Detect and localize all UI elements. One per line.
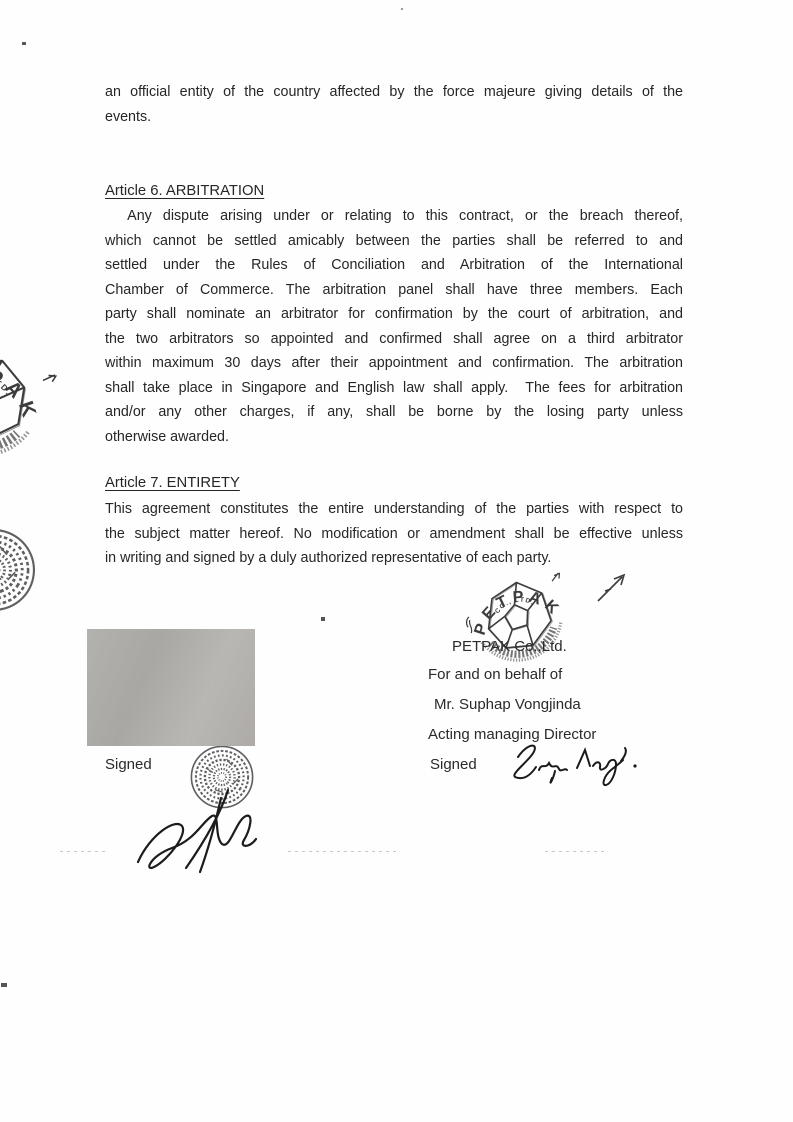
paragraph-arbitration bbox=[105, 204, 683, 449]
text-line: and/or any other charges, if any, shall be borne by the losing party unless bbox=[105, 404, 683, 420]
petpak-stamp-partial-left-edge bbox=[0, 297, 84, 497]
text-line: events. bbox=[105, 108, 152, 125]
scan-speck bbox=[1, 983, 7, 987]
right-signed-label: Signed bbox=[430, 756, 477, 773]
text-line: party shall nominate an arbitrator for confirmation by the court of arbitration, and bbox=[105, 306, 683, 322]
company-seal-partial-left-edge bbox=[0, 523, 41, 617]
scan-speck bbox=[401, 8, 403, 10]
scan-speck bbox=[22, 42, 26, 45]
left-signature bbox=[120, 740, 295, 880]
text-line: shall take place in Singapore and English law shall apply. The fees for arbitration bbox=[105, 379, 683, 396]
stamp-arrow-mark bbox=[592, 565, 637, 610]
text-line: This agreement constitutes the entire understanding of the parties with respect to bbox=[105, 501, 683, 517]
for-and-on-behalf: For and on behalf of bbox=[428, 666, 563, 683]
redaction-box bbox=[87, 629, 255, 746]
scan-line-artifact bbox=[545, 851, 607, 852]
scan-line-artifact bbox=[288, 851, 396, 852]
text-line: Any dispute arising under or relating to this contract, or the breach thereof, bbox=[105, 208, 683, 224]
signatory-name: Mr. Suphap Vongjinda bbox=[434, 696, 581, 713]
scan-speck bbox=[321, 617, 325, 621]
text-line: Chamber of Commerce. The arbitration panel shall have three members. Each bbox=[105, 281, 683, 298]
right-company-name: PETPAK Co.,Ltd. bbox=[452, 638, 567, 655]
text-line: in writing and signed by a duly authorized representative of each party. bbox=[105, 550, 552, 566]
text-line: otherwise awarded. bbox=[105, 428, 229, 445]
text-line: the two arbitrators so appointed and confirmed shall agree on a third arbitrator bbox=[105, 330, 683, 347]
paragraph-entirety bbox=[105, 497, 683, 571]
text-line: settled under the Rules of Conciliation and Arbitration of the International bbox=[105, 257, 683, 273]
scan-line-artifact bbox=[60, 851, 106, 852]
article6-heading: Article 6. ARBITRATION bbox=[105, 183, 265, 199]
paragraph-force-majeure bbox=[105, 80, 683, 129]
text-line: an official entity of the country affected by the force majeure giving details of the bbox=[105, 84, 683, 100]
article7-heading: Article 7. ENTIRETY bbox=[105, 475, 240, 491]
signatory-title: Acting managing Director bbox=[428, 726, 597, 743]
text-line: the subject matter hereof. No modification or amendment shall be effective unless bbox=[105, 525, 683, 542]
text-line: which cannot be settled amicably between the parties shall be referred to and bbox=[105, 232, 683, 249]
right-signature bbox=[495, 730, 645, 795]
left-signed-label: Signed bbox=[105, 756, 152, 773]
text-line: within maximum 30 days after their appointment and confirmation. The arbitration bbox=[105, 355, 683, 371]
